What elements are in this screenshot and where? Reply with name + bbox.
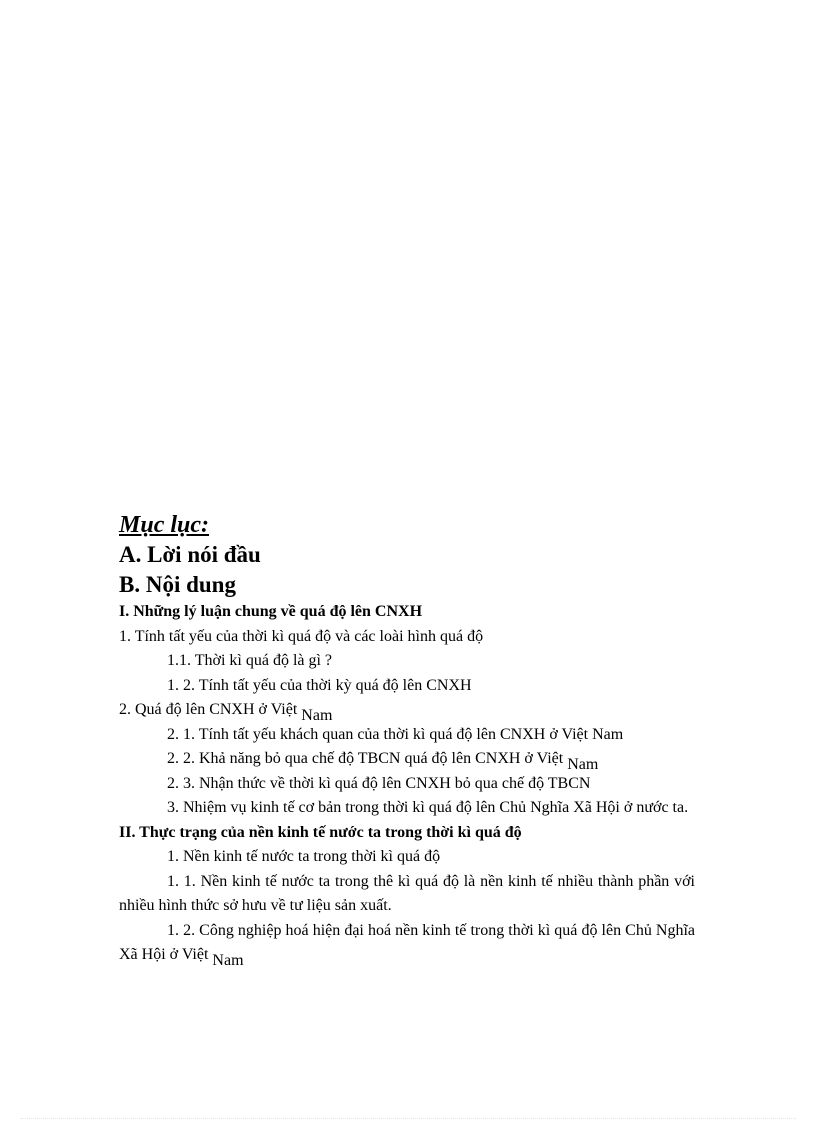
part1-item2-2-tail: Nam [567,756,599,773]
page-bottom-divider [20,1118,796,1119]
part2-heading: II. Thực trạng của nền kinh tế nước ta trong thời kì quá độ [119,823,522,841]
part1-item1-1: 1.1. Thời kì quá độ là gì ? [167,652,333,669]
part2-item1-1: 1. 1. Nền kinh tế nước ta trong thê kì quá độ là nền kinh tế nhiều thành phần với nhiều hình thức sở hưu về tư liệu sản xuất. [119,872,695,914]
part1-item2-1: 2. 1. Tính tất yếu khách quan của thời kì quá độ lên CNXH ở Việt Nam [167,725,624,743]
section-a-preface: A. Lời nói đầu [119,542,261,567]
part1-item2-2 [119,747,695,772]
part1-item2-2-text: 2. 2. Khả năng bỏ qua chế độ TBCN quá độ lên CNXH ở Việt [167,750,564,767]
part2-item1-2-tail: Nam [212,952,244,969]
part1-item2-text: 2. Quá độ lên CNXH ở Việt [119,701,298,718]
part1-item2-tail: Nam [301,707,333,724]
part1-item3: 3. Nhiệm vụ kinh tế cơ bản trong thời kì quá độ lên Chủ Nghĩa Xã Hội ở nước ta. [167,799,689,816]
part1-item2 [119,698,695,723]
section-b-content: B. Nội dung [119,572,236,597]
part1-heading: I. Những lý luận chung về quá độ lên CNXH [119,603,423,620]
toc-title: Mục lục: [119,512,209,538]
table-of-contents [119,510,695,968]
part1-item1: 1. Tính tất yếu của thời kì quá độ và các loài hình quá độ [119,627,484,645]
part2-item1: 1. Nền kinh tế nước ta trong thời kì quá độ [167,848,441,865]
part1-item1-2: 1. 2. Tính tất yếu của thời kỳ quá độ lên CNXH [167,676,472,694]
part2-item1-2-text: 1. 2. Công nghiệp hoá hiện đại hoá nền kinh tế trong thời kì quá độ lên Chủ Nghĩa Xã Hội ở Việt [119,921,695,963]
part1-item2-3: 2. 3. Nhận thức về thời kì quá độ lên CNXH bỏ qua chế độ TBCN [167,774,591,792]
part2-item1-2 [119,919,695,968]
